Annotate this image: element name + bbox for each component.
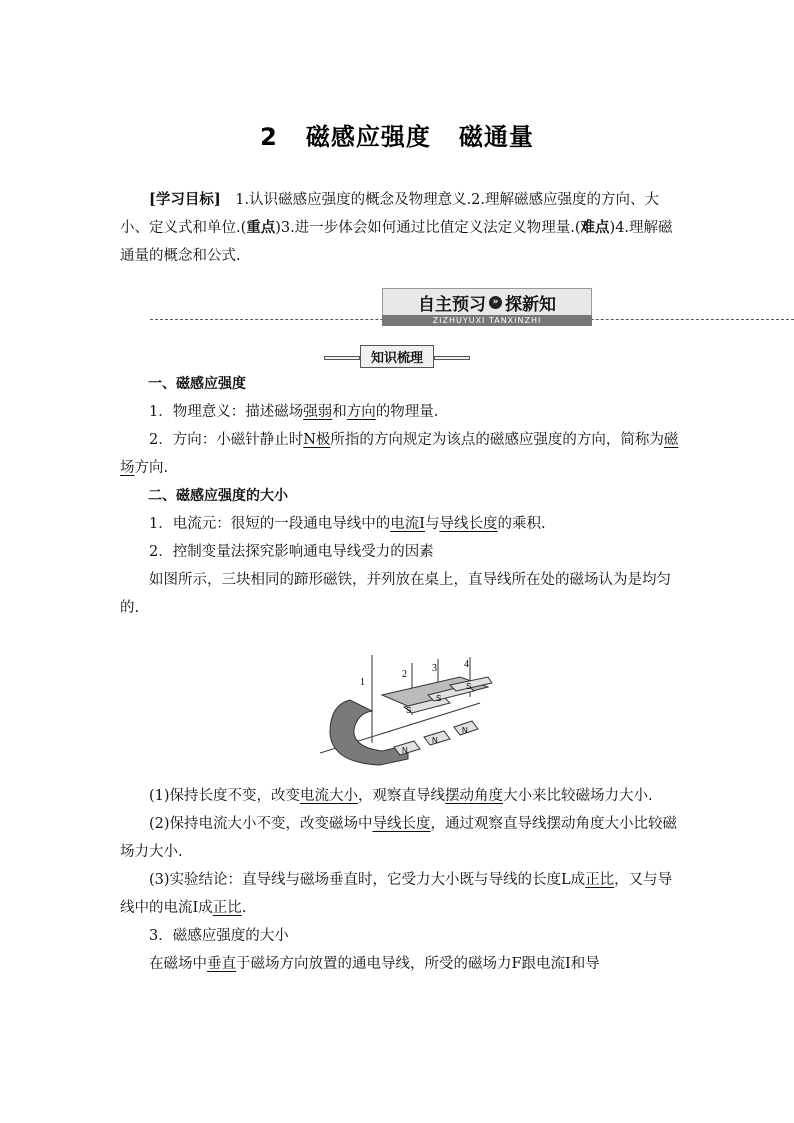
tag-label: 知识梳理	[360, 345, 434, 368]
s1-p1-text-b: 和	[332, 404, 347, 420]
s1-para-2	[120, 426, 680, 482]
s3-i2-text-a: (2)保持电流大小不变，改变磁场中	[149, 816, 373, 832]
experiment-content	[120, 782, 680, 978]
s3-item-1	[120, 782, 680, 810]
magnet-figure	[320, 655, 500, 775]
objectives-key-1: 重点	[246, 219, 276, 236]
s1-p2-answer-2: 磁场	[120, 432, 679, 476]
s1-p2-text-a: 2．方向：小磁针静止时	[149, 432, 304, 448]
s1-para-1	[120, 398, 680, 426]
wire-label-2: 2	[402, 669, 407, 680]
section-banner	[150, 288, 794, 328]
tag-rule-left	[324, 356, 360, 360]
north-pole-label-3: N	[462, 726, 468, 735]
s3-i1-answer-1: 电流大小	[300, 788, 359, 804]
south-pole-label-2: S	[436, 694, 442, 703]
tag-rule-right	[434, 356, 470, 360]
banner-title	[382, 288, 592, 316]
s3-i1-text-a: (1)保持长度不变，改变	[149, 788, 301, 804]
wire-label-1: 1	[360, 677, 365, 688]
s3-i2-text-b: ，通过观察直导线摆动角度大小比较磁场力大小.	[120, 816, 678, 860]
south-pole-label-3: S	[466, 682, 472, 691]
s2-para-3: 如图所示，三块相同的蹄形磁铁，并列放在桌上，直导线所在处的磁场认为是均匀的.	[120, 572, 671, 616]
objectives-key-2: 难点	[580, 219, 610, 236]
objectives-text-1: 1.认识磁感应强度的概念及物理意义.2.理解磁感应强度的方向、大小、定义式和单位.(	[120, 192, 660, 236]
section-content	[120, 370, 680, 622]
horseshoe-magnets-diagram	[320, 655, 500, 775]
s3-i3-text-a: (3)实验结论：直导线与磁场垂直时，它受力大小既与导线的长度L成	[149, 872, 586, 888]
s3-i3-text-c: .	[241, 900, 247, 916]
s3-i1-answer-2: 摆动角度	[445, 788, 504, 804]
s3-item-3	[120, 866, 680, 922]
s2-para-2: 2．控制变量法探究影响通电导线受力的因素	[149, 544, 434, 560]
s3-para-4	[120, 950, 680, 978]
s1-p1-text-a: 1．物理意义：描述磁场	[149, 404, 304, 420]
s2-p1-text-b: 与	[424, 516, 440, 532]
s3-i3-text-b: ，又与导线中的电流I成	[120, 872, 673, 916]
s3-p4-text-a: 在磁场中	[149, 956, 207, 972]
s3-i1-text-b: ，观察直导线	[358, 788, 446, 804]
north-pole-label-2: N	[432, 736, 438, 745]
south-pole-label-1: S	[406, 706, 412, 715]
s1-p1-answer-1: 强弱	[303, 404, 333, 420]
objectives-text-3: )4.理解磁通量的概念和公式.	[120, 220, 673, 264]
banner-subtitle: ZIZHUYUXI TANXINZHI	[382, 315, 592, 326]
s1-p2-text-b: 所指的方向规定为该点的磁感应强度的方向，简称为	[330, 432, 664, 448]
banner-right-text: 探新知	[505, 294, 556, 315]
arrow-icon: »	[489, 296, 502, 309]
s3-p4-text-b: 于磁场方向放置的通电导线，所受的磁场力F跟电流I和导	[236, 956, 600, 972]
heading-2: 二、磁感应强度的大小	[148, 488, 288, 504]
s1-p2-answer-1: N极	[303, 432, 331, 448]
s2-p1-answer-1: 电流I	[390, 516, 425, 532]
s3-i2-answer-1: 导线长度	[372, 816, 431, 832]
s3-para-3: 3．磁感应强度的大小	[149, 928, 289, 944]
learning-objectives	[120, 186, 680, 270]
s1-p2-text-c: 方向.	[134, 460, 169, 476]
s3-i1-text-c: 大小来比较磁场力大小.	[503, 788, 653, 804]
s3-i3-answer-1: 正比	[585, 872, 615, 888]
s1-p1-text-c: 的物理量.	[375, 404, 439, 420]
s3-i3-answer-2: 正比	[212, 900, 242, 916]
title-part1: 磁感应强度	[305, 123, 431, 151]
s2-p1-text-c: 的乘积.	[497, 516, 546, 532]
s1-p1-answer-2: 方向	[346, 404, 376, 420]
s2-para-1	[120, 510, 680, 538]
s2-p1-text-a: 1．电流元：很短的一段通电导线中的	[149, 516, 391, 532]
s3-p4-answer-1: 垂直	[207, 956, 236, 972]
banner-left-text: 自主预习	[418, 294, 486, 315]
knowledge-tag	[0, 345, 794, 368]
north-pole-label-1: N	[402, 746, 408, 755]
page-title	[0, 117, 794, 152]
s3-item-2	[120, 810, 680, 866]
objectives-label: [学习目标]	[149, 191, 221, 208]
title-number: 2	[260, 123, 278, 151]
objectives-paragraph	[120, 186, 680, 270]
s2-p1-answer-2: 导线长度	[439, 516, 498, 532]
wire-label-3: 3	[432, 663, 437, 674]
heading-1: 一、磁感应强度	[148, 376, 246, 392]
wire-label-4: 4	[464, 659, 469, 670]
objectives-text-2: )3.进一步体会如何通过比值定义法定义物理量.(	[275, 220, 581, 236]
title-part2: 磁通量	[458, 123, 534, 151]
